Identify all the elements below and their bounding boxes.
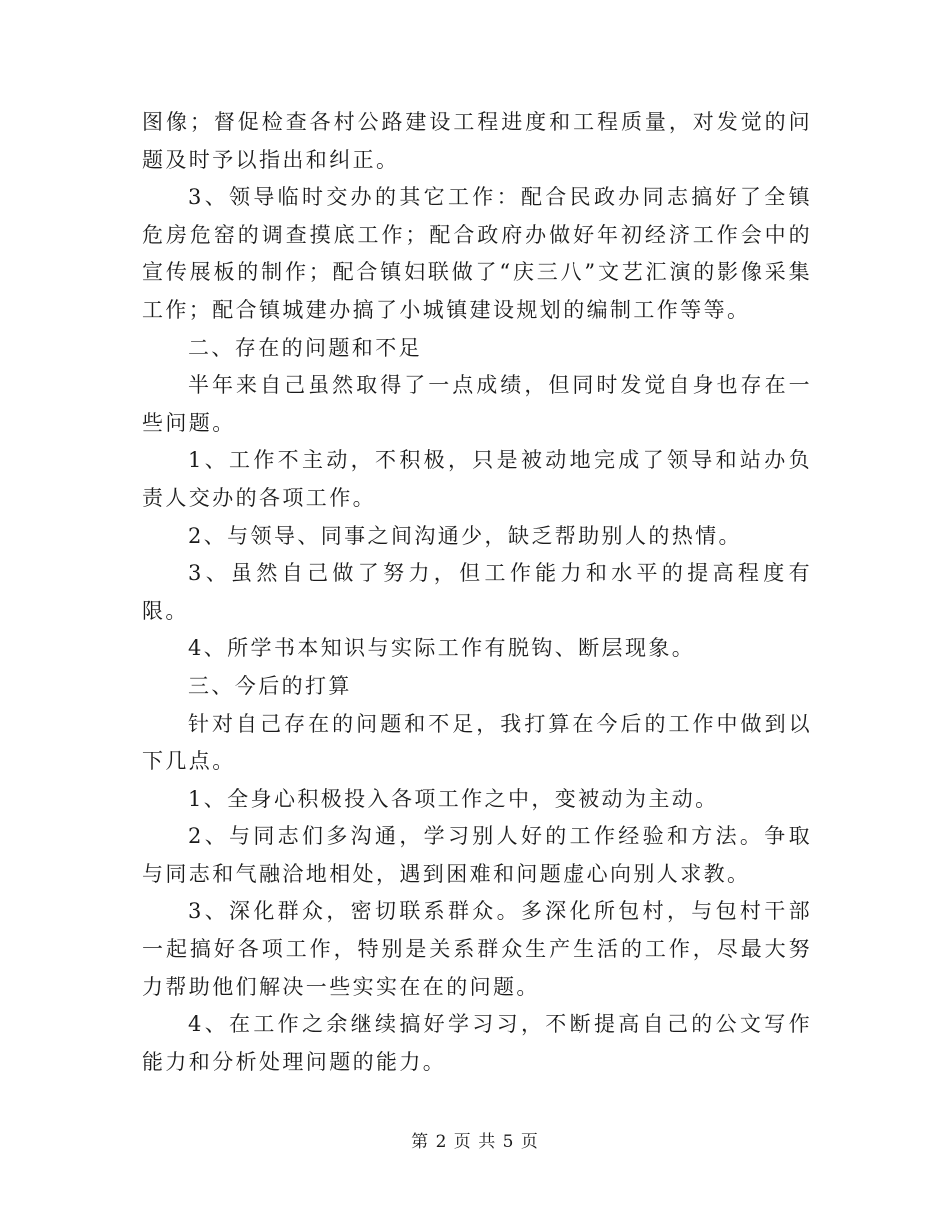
footer-total-pages: 5	[502, 1132, 515, 1152]
paragraph-1: 图像；督促检查各村公路建设工程进度和工程质量，对发觉的问题及时予以指出和纠正。	[142, 110, 812, 172]
document-body	[142, 104, 812, 1081]
paragraph-2: 3、领导临时交办的其它工作：配合民政办同志搞好了全镇危房危窑的调查摸底工作；配合政府办做好年初经济工作会中的宣传展板的制作；配合镇妇联做了“庆三八”文艺汇演的影像采集工作；配合镇城建办搞了小城镇建设规划的编制工作等等。	[142, 185, 812, 322]
section-heading-3: 三、今后的打算	[188, 673, 352, 698]
footer-current-page: 2	[435, 1132, 448, 1152]
paragraph-5: 1、工作不主动，不积极，只是被动地完成了领导和站办负责人交办的各项工作。	[142, 448, 812, 510]
paragraph-14: 4、在工作之余继续搞好学习习，不断提高自己的公文写作能力和分析处理问题的能力。	[142, 1012, 812, 1074]
footer-prefix: 第	[411, 1132, 430, 1152]
paragraph-8: 4、所学书本知识与实际工作有脱钩、断层现象。	[188, 636, 696, 661]
paragraph-7: 3、虽然自己做了努力，但工作能力和水平的提高程度有限。	[142, 561, 812, 623]
paragraph-10: 针对自己存在的问题和不足，我打算在今后的工作中做到以下几点。	[142, 711, 812, 774]
section-heading-2: 二、存在的问题和不足	[188, 335, 422, 360]
paragraph-13: 3、深化群众，密切联系群众。多深化所包村，与包村干部一起搞好各项工作，特别是关系群众生产生活的工作，尽最大努力帮助他们解决一些实实在在的问题。	[142, 899, 812, 999]
footer-page-word: 页	[453, 1132, 472, 1152]
footer-suffix: 页	[520, 1132, 539, 1152]
page-footer	[0, 1127, 950, 1152]
paragraph-11: 1、全身心积极投入各项工作之中，变被动为主动。	[188, 786, 719, 811]
footer-total-word: 共	[478, 1132, 497, 1152]
paragraph-12: 2、与同志们多沟通，学习别人好的工作经验和方法。争取与同志和气融洽地相处，遇到困难和问题虚心向别人求教。	[142, 824, 812, 886]
paragraph-4: 半年来自己虽然取得了一点成绩，但同时发觉自身也存在一些问题。	[142, 373, 812, 435]
paragraph-6: 2、与领导、同事之间沟通少，缺乏帮助别人的热情。	[188, 523, 742, 548]
